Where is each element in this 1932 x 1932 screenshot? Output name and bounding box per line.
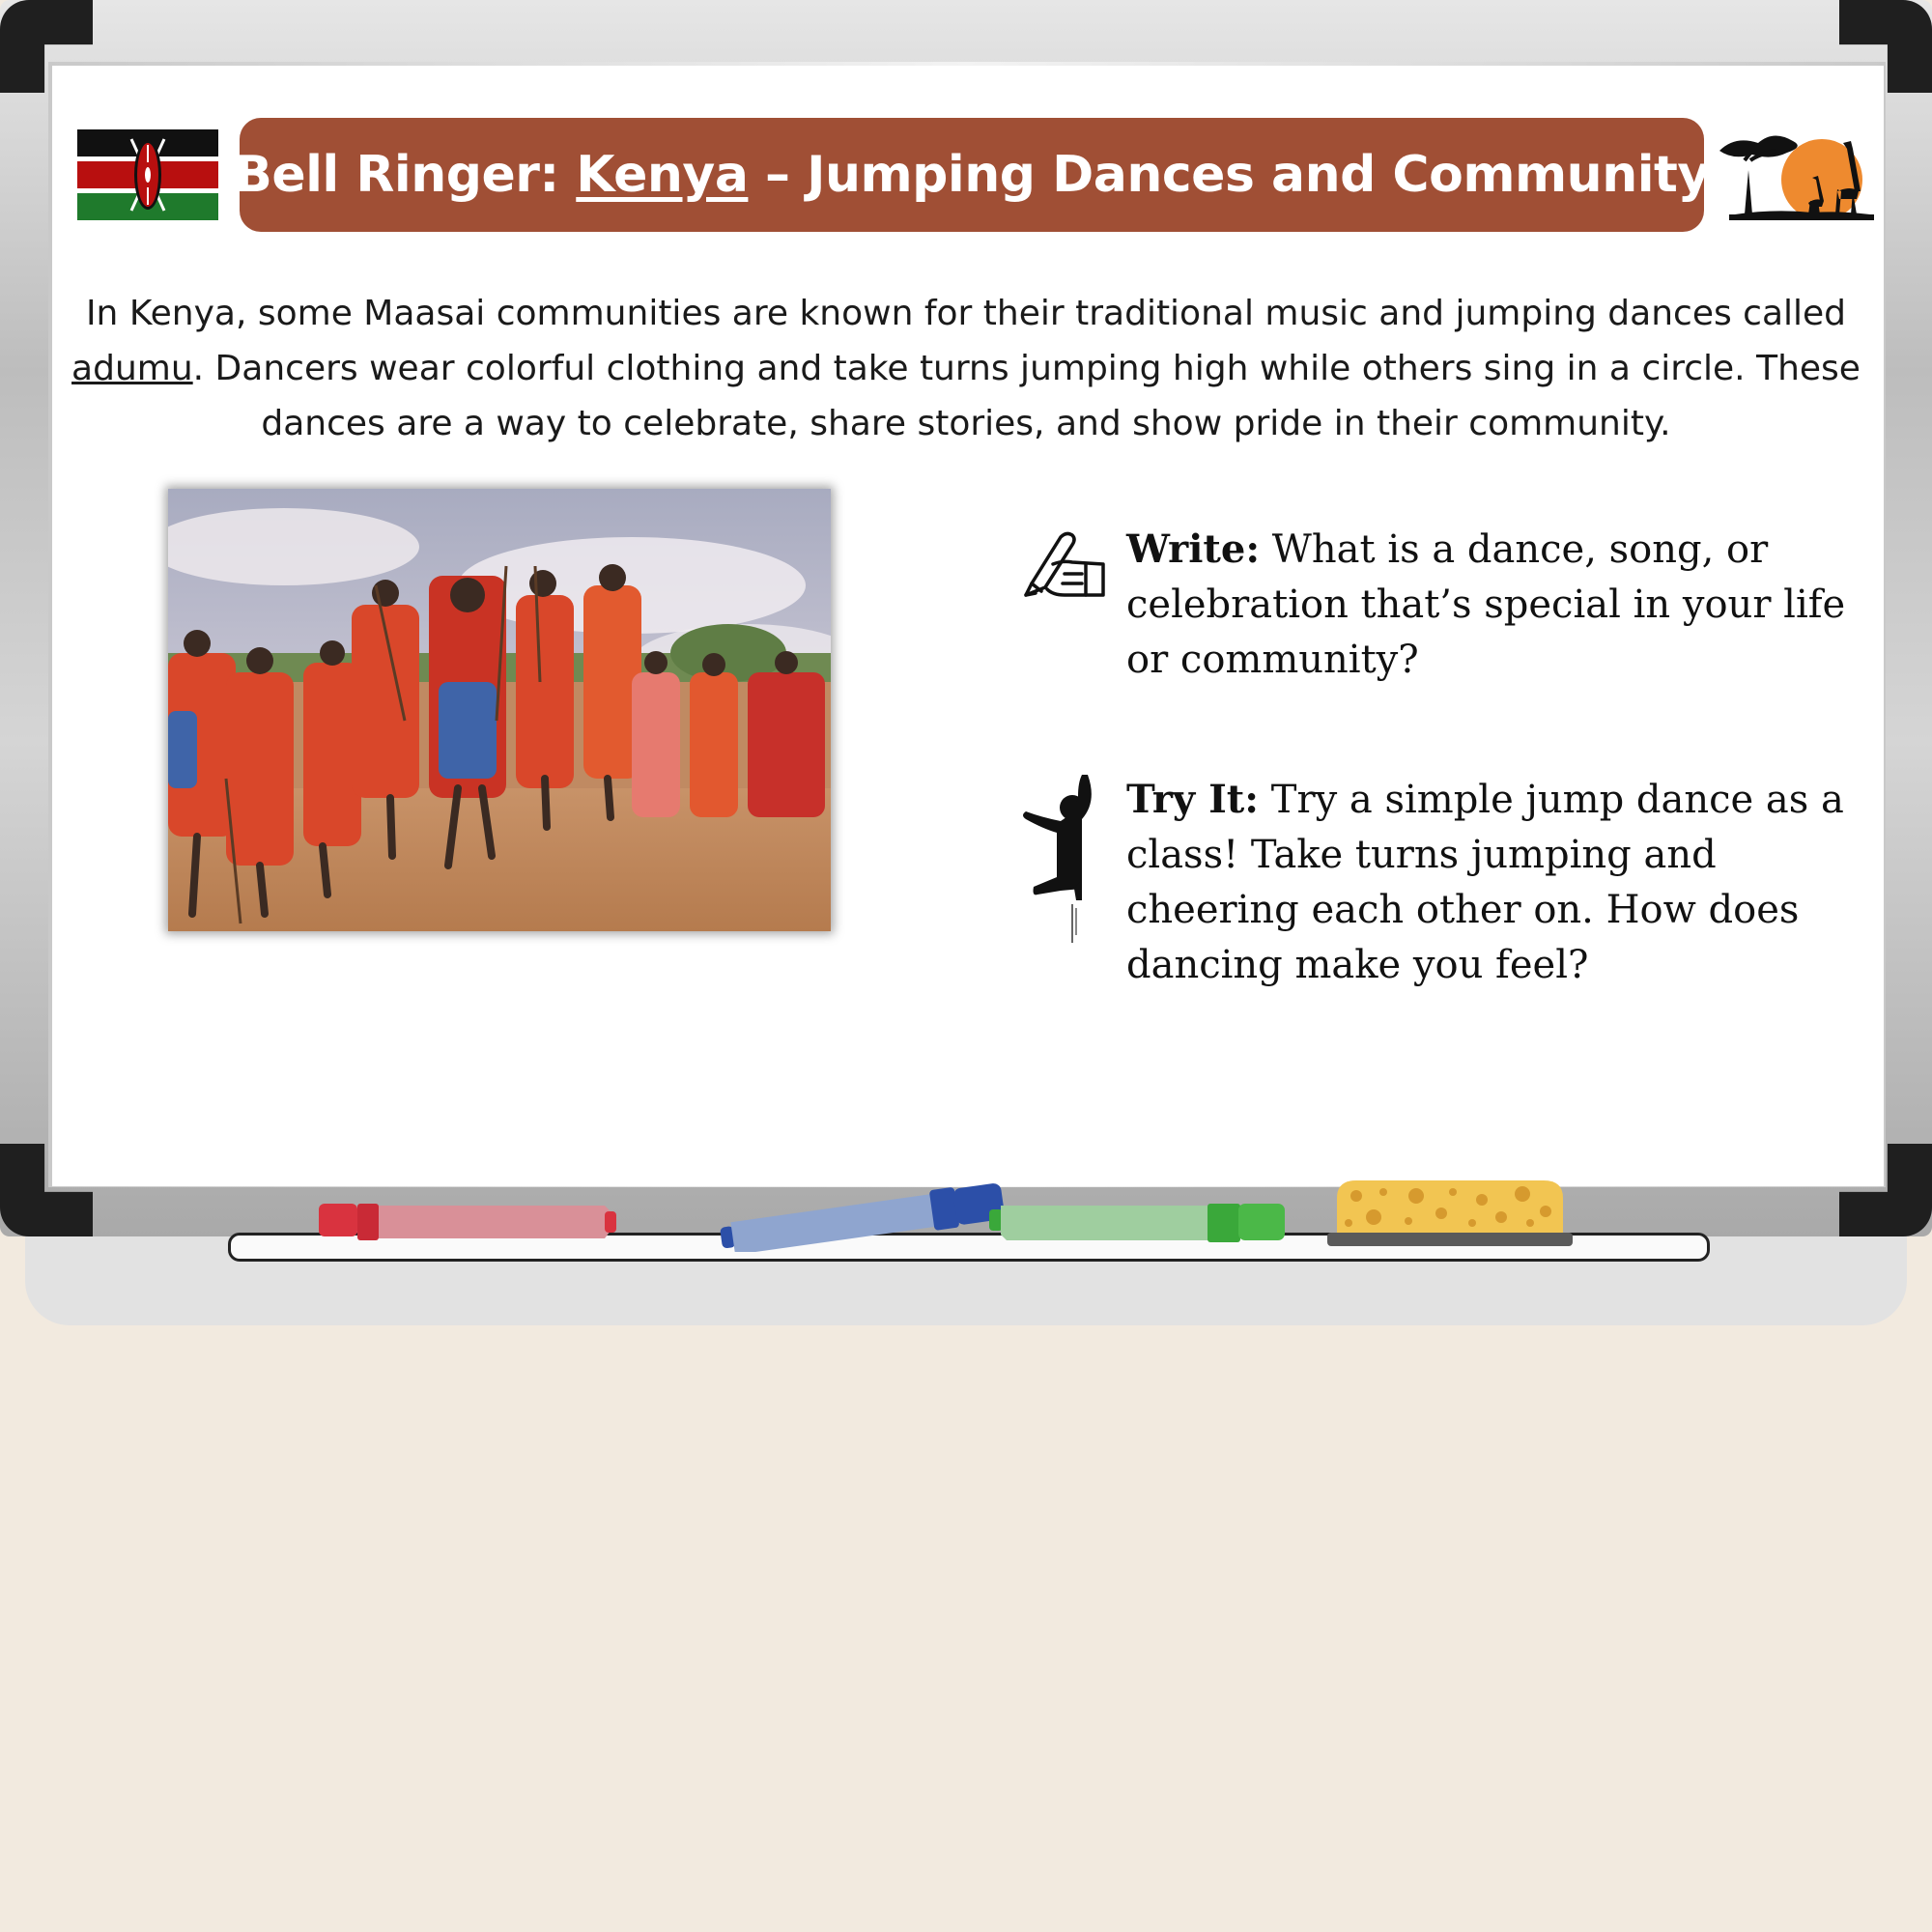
hand-writing-icon [1018,527,1107,603]
jumping-person-icon [1018,773,1107,947]
green-marker [987,1196,1293,1250]
maasai-dance-photo [168,489,831,931]
blue-marker [711,1169,1016,1252]
giraffe-savanna-icon [1716,122,1876,224]
red-marker [315,1196,620,1250]
write-label: Write: [1126,526,1261,572]
title-banner [234,118,1710,232]
intro-paragraph: In Kenya, some Maasai communities are known for their traditional music and jumping dances called adumu. Dancers wear colorful clothing and take turns jumping high while others sing in a circle. These dances are a way to celebrate, share stories, and show pride in their community. [71,294,1861,443]
kenya-flag-icon [77,129,218,220]
try-label: Try It: [1126,777,1260,822]
eraser-sponge [1327,1179,1573,1246]
page-title: Bell Ringer: Kenya – Jumping Dances and Community [234,146,1710,204]
title-country: Kenya [576,146,749,204]
try-it-prompt: Try It: Try a simple jump dance as a class! Take turns jumping and cheering each other on. How does dancing make you feel? [1126,777,1844,987]
write-prompt: Write: What is a dance, song, or celebration that’s special in your life or community? [1126,526,1846,682]
term-adumu: adumu [71,349,193,388]
